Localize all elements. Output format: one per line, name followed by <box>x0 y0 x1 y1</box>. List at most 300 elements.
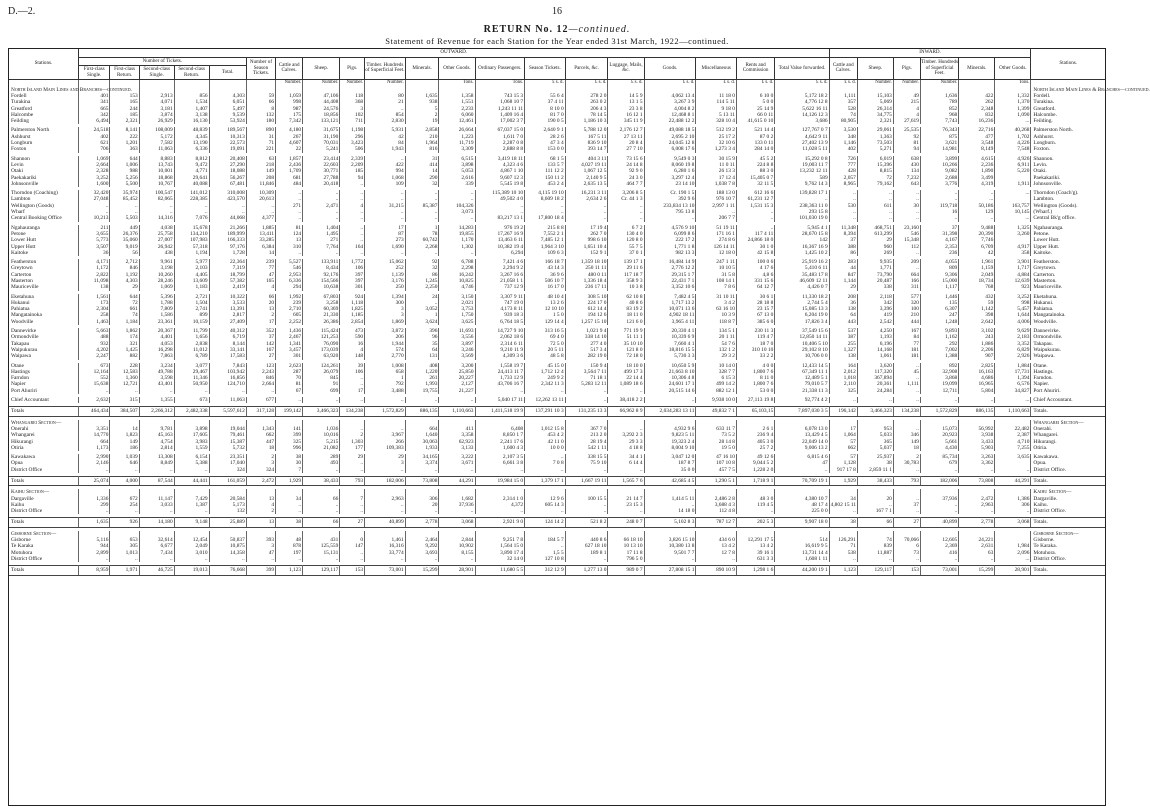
value-cell: 2,436 <box>276 162 303 168</box>
value-cell: 67,803 <box>303 294 340 300</box>
value-cell: 1,298 1 6 <box>736 566 774 575</box>
value-cell: 185 <box>110 112 139 118</box>
value-cell: 3,181 <box>139 106 174 112</box>
value-cell: .. <box>276 215 303 221</box>
station-name: Port Ahuriri <box>9 388 79 394</box>
value-cell: 2 <box>246 312 275 318</box>
value-cell: 2,387 <box>995 432 1031 438</box>
totals-row <box>9 566 1106 575</box>
value-cell: .. <box>608 467 644 473</box>
value-cell: .. <box>246 203 275 209</box>
value-cell: 0 <box>340 537 365 543</box>
station-name: Feilding <box>9 118 79 124</box>
value-cell: 4 <box>246 284 275 290</box>
value-cell: 3,898 <box>439 162 475 168</box>
value-cell: 3,776 <box>920 181 958 187</box>
value-cell: 3,466,323 <box>303 407 340 416</box>
value-cell: 2,021 <box>439 300 475 306</box>
value-cell: 29,641 <box>174 175 209 181</box>
value-cell: 419 <box>857 312 893 318</box>
value-cell: 1 <box>365 375 406 381</box>
value-cell: 6,060 <box>439 112 475 118</box>
station-name-right: Takapau. <box>1031 341 1106 347</box>
value-cell: 856 <box>174 93 209 99</box>
value-cell: 57,382 <box>209 278 246 284</box>
value-cell: 938 <box>405 99 439 105</box>
value-cell: 3,252 <box>995 294 1031 300</box>
value-cell: 633 11 7 <box>696 426 737 432</box>
value-cell: 20,330 4 1 <box>644 328 696 334</box>
value-cell: 66 <box>246 99 275 105</box>
value-cell: .. <box>608 203 644 209</box>
value-cell: .. <box>644 215 696 221</box>
value-cell: 4 <box>340 347 365 353</box>
value-cell: 180 <box>246 118 275 124</box>
value-cell: .. <box>209 388 246 394</box>
value-cell: .. <box>920 467 958 473</box>
value-cell: 10,260 <box>139 272 174 278</box>
value-cell: .. <box>110 556 139 562</box>
value-cell: 28,670 15 8 <box>775 231 829 237</box>
station-name-right: Otaki. <box>1031 168 1106 174</box>
value-cell: 80,905 <box>829 118 857 124</box>
value-cell: 3,620 <box>857 363 893 369</box>
value-cell: 2,817 <box>209 312 246 318</box>
value-cell: 2,664 <box>246 381 275 387</box>
value-cell: 3,150 <box>439 294 475 300</box>
value-cell: 1,911 <box>995 181 1031 187</box>
value-cell: 13 4 2 <box>736 543 774 549</box>
value-cell: 100 0 6 <box>736 259 774 265</box>
value-cell: 11,799 <box>174 328 209 334</box>
value-cell: 3,077 <box>174 363 209 369</box>
value-cell: .. <box>920 397 958 403</box>
station-name: Foxton <box>9 146 79 152</box>
value-cell: 13,429 4 5 <box>775 432 829 438</box>
value-cell: 117 18 7 <box>608 272 644 278</box>
value-cell: 2,049 <box>174 543 209 549</box>
value-cell: 399 <box>246 566 275 575</box>
value-cell: 3,488 <box>365 388 406 394</box>
value-cell: 743 15 3 <box>475 93 525 99</box>
value-cell: 114 5 11 <box>696 99 737 105</box>
value-cell: 6 14 4 <box>608 460 644 466</box>
value-cell: 521 14 4 <box>736 127 774 133</box>
value-cell: 62 10 8 <box>608 294 644 300</box>
value-cell: 2,062 18 6 <box>475 334 525 340</box>
value-cell: 342 <box>857 300 893 306</box>
value-cell: .. <box>365 508 406 514</box>
value-cell: 37 4 11 <box>525 99 566 105</box>
value-cell: 1,220 <box>405 369 439 375</box>
value-cell: 11,719 <box>439 140 475 146</box>
value-cell: 63 <box>246 156 275 162</box>
value-cell: 28 14 8 <box>696 439 737 445</box>
value-cell: 917 17 8 <box>829 467 857 473</box>
value-cell: 19,044 <box>209 426 246 432</box>
station-name: Otaki <box>9 168 79 174</box>
value-cell: 25 14 9 <box>736 106 774 112</box>
value-cell: 9,044 5 2 <box>736 460 774 466</box>
value-cell: 64 12 7 <box>736 284 774 290</box>
value-cell: 809 <box>920 265 958 271</box>
value-cell: 2,635 13 5 <box>565 181 608 187</box>
value-cell: ... <box>995 556 1031 562</box>
value-cell: 2,858 <box>405 127 439 133</box>
value-cell: 5,597,612 <box>209 407 246 416</box>
station-name: Thorndon (Coaching) <box>9 190 79 196</box>
value-cell: 1,243 11 11 <box>475 106 525 112</box>
value-cell: 147 <box>340 543 365 549</box>
unit-cell: Number. <box>276 80 303 87</box>
value-cell: .. <box>276 250 303 256</box>
value-cell: 38 <box>276 518 303 527</box>
station-name: Farndon <box>9 375 79 381</box>
value-cell: .. <box>893 426 920 432</box>
value-cell: 3,965 4 11 <box>644 319 696 325</box>
value-cell: 2,688 <box>920 175 958 181</box>
value-cell: .. <box>959 556 995 562</box>
value-cell: 142 <box>246 341 275 347</box>
value-cell: 134 5 1 <box>696 328 737 334</box>
value-cell: 1,110,663 <box>439 407 475 416</box>
value-cell: 2,057 <box>829 175 857 181</box>
value-cell: 1,559 <box>174 445 209 451</box>
value-cell: 27 <box>340 518 365 527</box>
value-cell: 133,911 <box>303 259 340 265</box>
value-cell: 11,012 <box>174 347 209 353</box>
value-cell: 29 <box>110 284 139 290</box>
value-cell: 13 <box>246 518 275 527</box>
value-cell: 27,788 <box>303 175 340 181</box>
value-cell: 228 <box>110 363 139 369</box>
value-cell: .. <box>857 215 893 221</box>
value-cell: .. <box>405 397 439 403</box>
value-cell: 368 <box>340 99 365 105</box>
value-cell: 5,977 <box>174 259 209 265</box>
value-cell: 464,434 <box>78 407 110 416</box>
station-name-right: North Island Main Lines & Branches—continued. <box>1031 87 1106 93</box>
unit-cell: Tons. <box>439 80 475 87</box>
value-cell: 269 <box>857 250 893 256</box>
value-cell: 706 <box>78 146 110 152</box>
value-cell: .. <box>439 556 475 562</box>
value-cell: .. <box>110 203 139 209</box>
value-cell: 29 <box>829 284 857 290</box>
value-cell: 1,534 <box>174 99 209 105</box>
value-cell: 132 <box>246 112 275 118</box>
value-cell: 1,170 <box>439 237 475 243</box>
value-cell: 1,446 <box>920 294 958 300</box>
value-cell: 1,800 7 6 <box>736 381 774 387</box>
value-cell: 134,210 <box>174 231 209 237</box>
value-cell: 65,103,15 <box>736 407 774 416</box>
value-cell: 57,318 <box>174 244 209 250</box>
value-cell: 5,220 <box>995 168 1031 174</box>
value-cell: 19,013 <box>174 566 209 575</box>
value-cell: 21,663 8 10 <box>644 369 696 375</box>
value-cell: 36 <box>829 300 857 306</box>
value-cell: 218 <box>246 162 275 168</box>
value-cell: 2,616 <box>439 175 475 181</box>
return-title-main: RETURN No. 12 <box>483 24 569 35</box>
value-cell: 20,418 <box>303 181 340 187</box>
unit-cell: £ s. d. <box>775 80 829 87</box>
value-cell: 27,048 <box>78 196 110 202</box>
value-cell: 10,266 <box>920 162 958 168</box>
value-cell: 20 1 11 <box>696 334 737 340</box>
station-name: Lambton <box>9 196 79 202</box>
value-cell: 30 <box>276 460 303 466</box>
value-cell: 1,142 <box>959 306 995 312</box>
value-cell: 1 <box>405 225 439 231</box>
value-cell: 1,038 7 8 <box>696 181 737 187</box>
value-cell: 63 16 10 <box>696 306 737 312</box>
station-name-right: Halcombe. <box>1031 112 1106 118</box>
value-cell: 2,298 <box>439 265 475 271</box>
value-cell: 73,503 <box>857 140 893 146</box>
value-cell: .. <box>139 556 174 562</box>
value-cell: 44,291 <box>439 477 475 486</box>
value-cell: 70,066 <box>893 537 920 543</box>
value-cell: 91 <box>303 381 340 387</box>
value-cell: 3,507 <box>78 244 110 250</box>
value-cell: 14,180 <box>139 518 174 527</box>
value-cell: 202 5 3 <box>736 518 774 527</box>
value-cell: 16,856 <box>209 375 246 381</box>
value-cell: 528 <box>829 106 857 112</box>
value-cell: 10,406 5 10 <box>775 341 829 347</box>
station-name-right: Thorndon (Coach'g). <box>1031 190 1106 196</box>
value-cell: 7,482 4 5 <box>644 294 696 300</box>
station-name-right: Whangarei Section— <box>1031 420 1106 426</box>
value-cell: 10 3 9 <box>696 312 737 318</box>
value-cell: 12,711 <box>920 388 958 394</box>
value-cell: 44,441 <box>174 477 209 486</box>
value-cell: 37 <box>893 502 920 508</box>
value-cell: 4,746 <box>439 284 475 290</box>
station-name-right: Wellington (Goods). <box>1031 203 1106 209</box>
value-cell: 252 <box>365 265 406 271</box>
value-cell: 16,298 <box>139 347 174 353</box>
value-cell: 8 <box>246 106 275 112</box>
value-cell: 287 <box>276 369 303 375</box>
value-cell: .. <box>608 426 644 432</box>
unit-cell <box>174 80 209 87</box>
value-cell: 987 <box>276 106 303 112</box>
value-cell: 1,223 <box>439 134 475 140</box>
value-cell: 44 <box>829 265 857 271</box>
value-cell: 44,408 <box>303 99 340 105</box>
value-cell: 3,352 10 6 <box>644 284 696 290</box>
value-cell: 32,420 <box>78 190 110 196</box>
value-cell: 22 <box>276 146 303 152</box>
unit-cell: Number. <box>365 80 406 87</box>
value-cell: .. <box>303 467 340 473</box>
value-cell: 15,396 <box>857 162 893 168</box>
value-cell: 399 <box>276 432 303 438</box>
value-cell: 3,198 <box>139 265 174 271</box>
value-cell: 43 14 3 <box>525 265 566 271</box>
value-cell: 3,222 <box>439 454 475 460</box>
value-cell: 107,983 <box>174 237 209 243</box>
value-cell: 1 5 0 <box>525 312 566 318</box>
value-cell: 1,964 <box>405 140 439 146</box>
value-cell: 5,730 3 3 <box>644 353 696 359</box>
value-cell: 6,764 18 5 <box>475 319 525 325</box>
value-cell: 26,386 <box>303 319 340 325</box>
value-cell: 1,411,518 19 9 <box>475 407 525 416</box>
value-cell: .. <box>78 388 110 394</box>
value-cell: 5 <box>405 106 439 112</box>
value-cell: 2,236 <box>959 162 995 168</box>
value-cell: 1,184 <box>110 319 139 325</box>
value-cell: 5,173 <box>209 502 246 508</box>
value-cell: 15,405 0 7 <box>736 175 774 181</box>
value-cell: 3,938 <box>959 432 995 438</box>
value-cell: 10,706 0 0 <box>775 353 829 359</box>
value-cell: 6,789 <box>174 353 209 359</box>
value-cell: 1,869 <box>365 319 406 325</box>
value-cell: 213 2 0 <box>565 432 608 438</box>
station-name-right: Upper Hutt. <box>1031 244 1106 250</box>
value-cell: 944 <box>78 543 110 549</box>
value-cell: 2,247 <box>78 353 110 359</box>
value-cell: 2,990 <box>78 454 110 460</box>
value-cell: 1,414 5 11 <box>644 496 696 502</box>
value-cell: 13 4 2 <box>696 543 737 549</box>
value-cell: 25,758 <box>139 231 174 237</box>
value-cell: 1,404 <box>303 225 340 231</box>
value-cell: 38 <box>829 518 857 527</box>
value-cell: ... <box>995 397 1031 403</box>
station-name-right: Totals. <box>1031 518 1106 527</box>
station-name: Greytown <box>9 265 79 271</box>
value-cell: 4,867 1 10 <box>475 168 525 174</box>
value-cell: 15,299 <box>959 566 995 575</box>
value-cell: 367 7 0 <box>565 426 608 432</box>
value-cell: .. <box>608 508 644 514</box>
value-cell: 3,309 <box>439 146 475 152</box>
value-cell: 1,379 17 1 <box>525 477 566 486</box>
unit-cell <box>209 80 246 87</box>
value-cell: 4,115 19 10 <box>525 190 566 196</box>
value-cell: 125,559 <box>303 543 340 549</box>
value-cell: 274 8 6 <box>696 237 737 243</box>
value-cell: 434 6 0 <box>696 537 737 543</box>
value-cell: 384,507 <box>110 407 139 416</box>
value-cell: 17,731 <box>995 369 1031 375</box>
value-cell: 109,383 <box>365 445 406 451</box>
value-cell: 32 <box>405 181 439 187</box>
value-cell: 171 16 1 <box>696 231 737 237</box>
value-cell: 12,291 17 5 <box>736 537 774 543</box>
value-cell: 480 0 11 <box>565 272 608 278</box>
value-cell: 13 <box>246 496 275 502</box>
value-cell: 47,106 <box>303 93 340 99</box>
value-cell: 11 0 11 <box>696 162 737 168</box>
value-cell: 17 19 4 <box>565 225 608 231</box>
value-cell: .. <box>920 502 958 508</box>
value-cell: 13,190 <box>174 140 209 146</box>
value-cell: 2,776 12 2 <box>644 265 696 271</box>
value-cell: 21,058 1 1 <box>475 278 525 284</box>
value-cell: 48,839 <box>174 127 209 133</box>
inward-header: INWARD. <box>829 49 1031 58</box>
station-name-right: Fordell. <box>1031 93 1106 99</box>
unit-cell: Number. <box>893 80 920 87</box>
value-cell: 12 10 10 <box>525 306 566 312</box>
value-cell: 83 19 2 <box>608 306 644 312</box>
value-cell: 87 0 2 <box>736 134 774 140</box>
value-cell: 1,013 <box>110 550 139 556</box>
value-cell: 363 <box>110 146 139 152</box>
second-class-return-header: Second-class Return. <box>174 66 209 80</box>
value-cell: 258 <box>78 312 110 318</box>
outward-header: OUTWARD. <box>78 49 829 58</box>
sheep-header: Sheep. <box>303 57 340 80</box>
value-cell: 4,171 <box>78 259 110 265</box>
value-cell: 1,394 <box>365 294 406 300</box>
value-cell: 5,804 <box>959 388 995 394</box>
value-cell: 282 19 0 <box>565 353 608 359</box>
value-cell: 3,374 <box>405 460 439 466</box>
value-cell: 1,386 <box>995 496 1031 502</box>
unit-cell <box>246 80 275 87</box>
value-cell: 1,690 <box>365 244 406 250</box>
value-cell: 49,088 18 5 <box>644 127 696 133</box>
value-cell: 118 <box>340 93 365 99</box>
value-cell: 71 <box>829 543 857 549</box>
value-cell: 301 <box>276 353 303 359</box>
value-cell: 40,899 <box>920 518 958 527</box>
value-cell: 12,461 <box>439 118 475 124</box>
value-cell: 27,409 <box>209 319 246 325</box>
value-cell: 5,172 <box>139 134 174 140</box>
value-cell: 6,099 8 6 <box>644 231 696 237</box>
value-cell: .. <box>174 388 209 394</box>
value-cell: .. <box>893 467 920 473</box>
value-cell: 2,096 <box>995 550 1031 556</box>
value-cell: 16 17 0 <box>525 284 566 290</box>
value-cell: 2 <box>893 454 920 460</box>
value-cell: 416 <box>920 550 958 556</box>
value-cell: .. <box>893 397 920 403</box>
value-cell: 846 <box>110 265 139 271</box>
value-cell: 998 <box>995 300 1031 306</box>
value-cell: 2,353 <box>920 244 958 250</box>
value-cell: 4 <box>893 106 920 112</box>
value-cell: 188 13 0 <box>696 190 737 196</box>
value-cell: 8,812 <box>174 156 209 162</box>
value-cell: 16 <box>920 209 958 215</box>
value-cell: 3,693 <box>405 550 439 556</box>
value-cell: 1,387 <box>174 502 209 508</box>
value-cell: 4,771 <box>174 168 209 174</box>
unit-cell: £ s. d. <box>696 80 737 87</box>
value-cell: 34 4 1 <box>608 454 644 460</box>
value-cell: 1,718 9 1 <box>736 477 774 486</box>
value-cell: 4,004 8 2 <box>644 106 696 112</box>
value-cell: 10 0 0 <box>525 445 566 451</box>
value-cell: .. <box>995 508 1031 514</box>
station-name: Takapau <box>9 341 79 347</box>
value-cell: 117,320 <box>857 369 893 375</box>
value-cell: 24,601 17 1 <box>644 381 696 387</box>
value-cell: 66 18 10 <box>608 537 644 543</box>
value-cell: 4,902 18 11 <box>644 312 696 318</box>
station-name-right: Turakina. <box>1031 99 1106 105</box>
